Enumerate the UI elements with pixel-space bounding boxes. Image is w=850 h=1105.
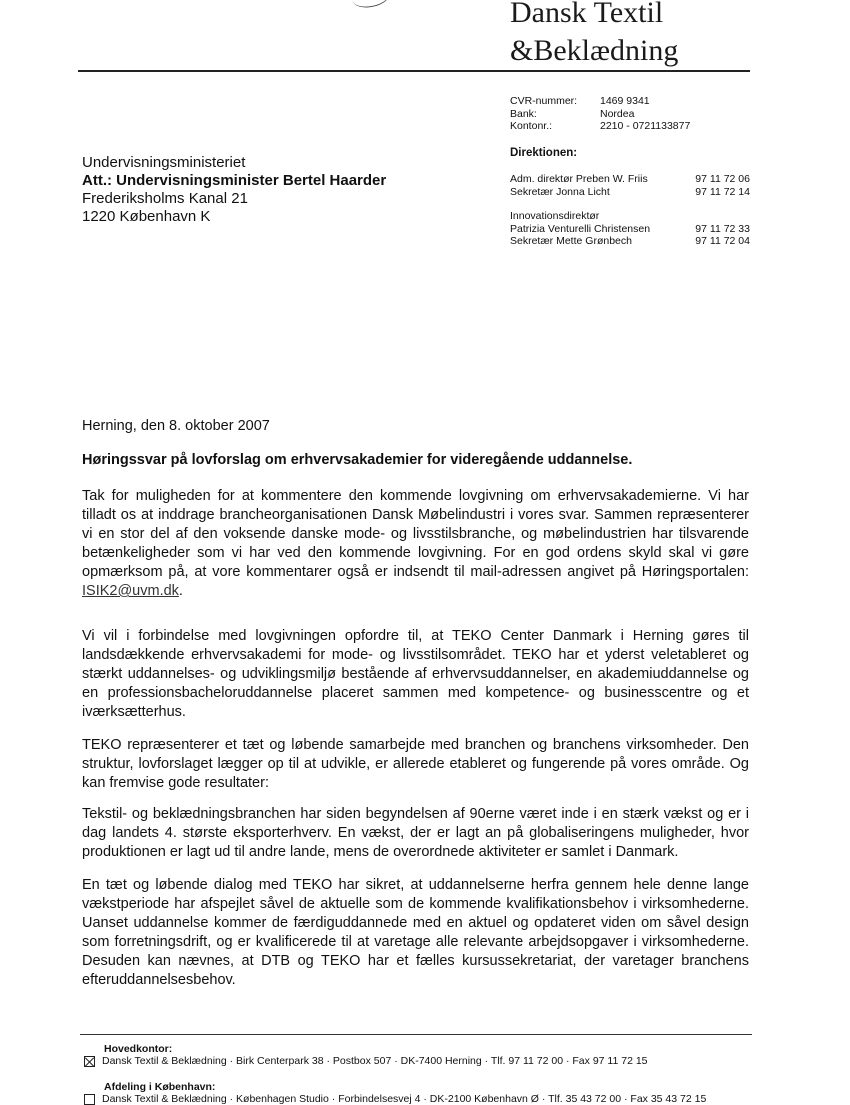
logo-line-2: &Beklædning [510, 34, 679, 67]
paragraph-5: En tæt og løbende dialog med TEKO har sikret, at uddannelserne herfra gennem hele denne lange vækstperiode har afspejlet såvel de aktuelle som de kommende kvalifikationsbehov i virksomhederne. Uanset uddannelse kommer de færdiguddannede med en aktuel og opdateret viden om såvel design som forretningsdrift, og er kvalificerede til at varetage alle relevante arbejdsopgaver i virksomhederne. Desuden kan nævnes, at DTB og TEKO har et fælles kursussekretariat, der varetager branchens efteruddannelsesbehov. [82, 877, 749, 988]
staff-phone: 97 11 72 33 [695, 222, 750, 235]
staff-phone: 97 11 72 06 [695, 173, 750, 185]
logo-line-1: Dansk Textil [510, 0, 664, 29]
staff-name: Sekretær Mette Grønbech [510, 235, 632, 247]
footer-rule [80, 1034, 752, 1035]
paragraph-2: Vi vil i forbindelse med lovgivningen opfordre til, at TEKO Center Danmark i Herning gøres til landsdækkende erhvervsakademi for mode- og livsstilsområdet. TEKO har et yderst veletableret og stærkt uddannelses- og udviklingsmiljø bestående af erhvervsuddannelser, en akademiuddannelse og en professionsbacheloruddannelse placeret sammen med kompetence- og businesscentre og et iværksætterhus. [82, 628, 749, 720]
footer-cph-line [84, 1093, 706, 1105]
header-rule [78, 70, 750, 72]
letter-subject: Høringssvar på lovforslag om erhvervsakademier for videregående uddannelse. [82, 452, 633, 468]
footer-copenhagen [84, 1081, 706, 1105]
paragraph-3: TEKO repræsenterer et tæt og løbende samarbejde med branchen og branchens virksomheder. Den struktur, lovforslaget lægger op til at udvikle, er allerede etableret og fungerende på vores område. Og kan fremvise gode resultater: [82, 737, 749, 791]
paragraph-4: Tekstil- og beklædningsbranchen har siden begyndelsen af 90erne været inde i en stærk vækst og er i dag landets 4. største eksporterhverv. En vækst, der er lagt an på globaliseringens muligheder, hvor produktionen er lagt ud til andre lande, mens de overordnede aktiviteter er samlet i Danmark. [82, 806, 749, 860]
footer-hq-heading: Hovedkontor: [104, 1043, 173, 1055]
paragraph-1-end: . [178, 583, 183, 599]
letter-date: Herning, den 8. oktober 2007 [82, 418, 270, 434]
staff-phone: 97 11 72 14 [695, 185, 750, 198]
company-info-value: 2210 - 0721133877 [600, 120, 691, 132]
company-info-label: CVR-nummer: [510, 95, 578, 107]
empty-box-icon [84, 1094, 95, 1105]
footer-cph-heading: Afdeling i København: [104, 1081, 216, 1093]
company-info-row [510, 120, 690, 133]
staff-name: Patrizia Venturelli Christensen [510, 222, 651, 235]
staff-name: Adm. direktør Preben W. Friis [510, 173, 648, 185]
company-info [510, 95, 690, 133]
company-info-label: Bank: [510, 107, 537, 120]
company-info-value: Nordea [600, 107, 635, 120]
staff-name: Sekretær Jonna Licht [510, 185, 610, 198]
direktionen-heading: Direktionen: [510, 147, 578, 159]
company-logo [510, 0, 678, 70]
email-link[interactable]: ISIK2@uvm.dk [82, 583, 179, 599]
direktionen-list [510, 173, 750, 248]
innovation-title: Innovationsdirektør [510, 210, 600, 222]
company-info-label: Kontonr.: [510, 120, 553, 132]
recipient-line: Undervisningsministeriet [82, 154, 246, 171]
company-info-row [510, 95, 690, 108]
staff-row [510, 223, 750, 236]
checked-box-icon [84, 1056, 95, 1067]
spacer [510, 198, 750, 210]
company-info-value: 1469 9341 [600, 95, 650, 107]
footer-hq-address: Dansk Textil & Beklædning · Birk Centerpark 38 · Postbox 507 · DK-7400 Herning · Tlf. 97 11 72 00 · Fax 97 11 72 15 [102, 1055, 648, 1067]
recipient-line: 1220 København K [82, 208, 211, 225]
scan-mark [350, 0, 392, 11]
footer-hq [84, 1043, 648, 1067]
staff-phone: 97 11 72 04 [695, 235, 750, 247]
paragraph-1 [82, 487, 749, 601]
company-info-row [510, 108, 690, 121]
staff-row [510, 235, 750, 248]
paragraph-1-text: Tak for muligheden for at kommentere den kommende lovgivning om erhvervsakademierne. Vi har tilladt os at inddrage brancheorganisationen Dansk Møbelindustri i vores svar. Sammen repræsenterer vi en stor del af den voksende danske mode- og livsstilsbranche, og møbelindustrien har tilsvarende betænkeligheder som vi har ved den kommende lovgivning. For en god ordens skyld skal vi gøre opmærksom på, at vore kommentarer også er indsendt til mail-adressen angivet på Høringsportalen: [82, 488, 749, 580]
recipient-address [82, 154, 386, 226]
recipient-line: Frederiksholms Kanal 21 [82, 190, 248, 207]
staff-row [510, 186, 750, 199]
footer-hq-line [84, 1055, 648, 1067]
staff-row [510, 173, 750, 186]
recipient-attention: Att.: Undervisningsminister Bertel Haarder [82, 172, 387, 189]
footer-cph-address: Dansk Textil & Beklædning · Københagen Studio · Forbindelsesvej 4 · DK-2100 København Ø · Tlf. 35 43 72 00 · Fax 35 43 72 15 [102, 1093, 707, 1105]
